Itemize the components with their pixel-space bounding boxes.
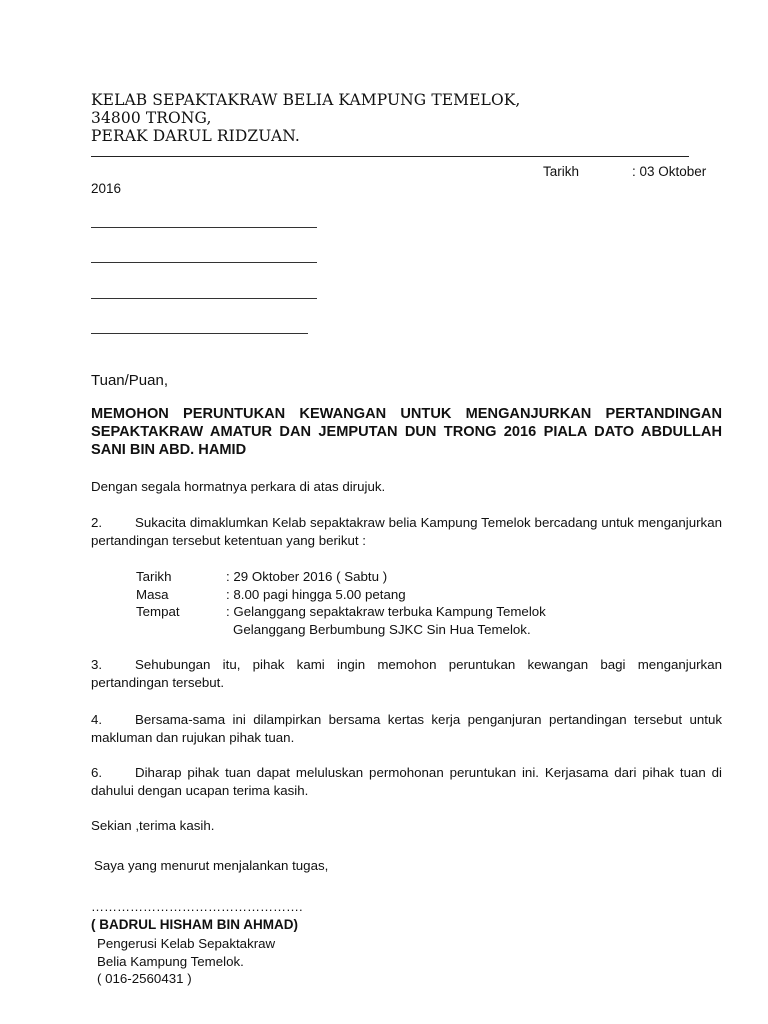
letterhead-postcode-town: 34800 TRONG, — [91, 109, 212, 127]
detail-row-date — [136, 568, 546, 586]
signature-line: …………………………………………. — [91, 899, 303, 914]
intro-paragraph: Dengan segala hormatnya perkara di atas dirujuk. — [91, 479, 386, 494]
letterhead — [91, 91, 520, 145]
date-year: 2016 — [91, 181, 122, 196]
signatory-title: Pengerusi Kelab Sepaktakraw — [97, 936, 276, 951]
detail-value: : Gelanggang sepaktakraw terbuka Kampung Temelok — [226, 604, 546, 619]
detail-row-venue — [136, 603, 546, 621]
detail-label: Tarikh — [136, 569, 172, 584]
signatory-organisation: Belia Kampung Temelok. — [97, 953, 244, 969]
paragraph-text: Diharap pihak tuan dapat meluluskan permohonan peruntukan ini. Kerjasama dari pihak tuan di dahului dengan ucapan terima kasih. — [91, 765, 722, 798]
signatory-phone: ( 016-2560431 ) — [97, 971, 192, 986]
paragraph-2 — [91, 514, 722, 550]
detail-row-venue-continued: Gelanggang Berbumbung SJKC Sin Hua Temelok. — [233, 621, 531, 637]
detail-value: : 8.00 pagi hingga 5.00 petang — [226, 586, 406, 602]
detail-label: Masa — [136, 586, 169, 602]
date-label: Tarikh — [543, 164, 580, 179]
detail-label: Tempat — [136, 604, 180, 619]
letterhead-club-name: KELAB SEPAKTAKRAW BELIA KAMPUNG TEMELOK, — [91, 91, 521, 109]
paragraph-text: Sehubungan itu, pihak kami ingin memohon peruntukan kewangan bagi menganjurkan pertandingan tersebut. — [91, 657, 722, 690]
recipient-address-line — [91, 262, 317, 263]
letterhead-state: PERAK DARUL RIDZUAN. — [91, 127, 300, 145]
duty-statement: Saya yang menurut menjalankan tugas, — [94, 858, 329, 873]
paragraph-3 — [91, 656, 722, 692]
paragraph-text: Bersama-sama ini dilampirkan bersama kertas kerja penganjuran pertandingan tersebut untuk makluman dan rujukan pihak tuan. — [91, 712, 722, 745]
detail-value: : 29 Oktober 2016 ( Sabtu ) — [226, 569, 388, 584]
closing-remark: Sekian ,terima kasih. — [91, 818, 215, 833]
recipient-address-line — [91, 298, 317, 299]
paragraph-number: 6. — [91, 765, 103, 780]
subject-heading: MEMOHON PERUNTUKAN KEWANGAN UNTUK MENGANJURKAN PERTANDINGAN SEPAKTAKRAW AMATUR DAN JEMPUTAN DUN TRONG 2016 PIALA DATO ABDULLAH SANI BIN ABD. HAMID — [91, 406, 722, 458]
paragraph-number: 3. — [91, 657, 103, 672]
detail-row-time — [136, 586, 546, 604]
signatory-name: ( BADRUL HISHAM BIN AHMAD) — [91, 917, 298, 932]
paragraph-number: 4. — [91, 712, 103, 727]
event-details — [136, 568, 546, 638]
recipient-address-line — [91, 333, 308, 334]
paragraph-text: Sukacita dimaklumkan Kelab sepaktakraw belia Kampung Temelok bercadang untuk menganjurkan pertandingan tersebut ketentuan yang berikut : — [91, 515, 722, 548]
letterhead-divider — [91, 156, 689, 157]
salutation: Tuan/Puan, — [91, 372, 168, 389]
date-value: : 03 Oktober — [632, 164, 707, 179]
paragraph-number: 2. — [91, 515, 103, 530]
signatory-details — [97, 935, 275, 988]
paragraph-4 — [91, 711, 722, 747]
paragraph-6 — [91, 764, 722, 800]
recipient-address-line — [91, 227, 317, 228]
